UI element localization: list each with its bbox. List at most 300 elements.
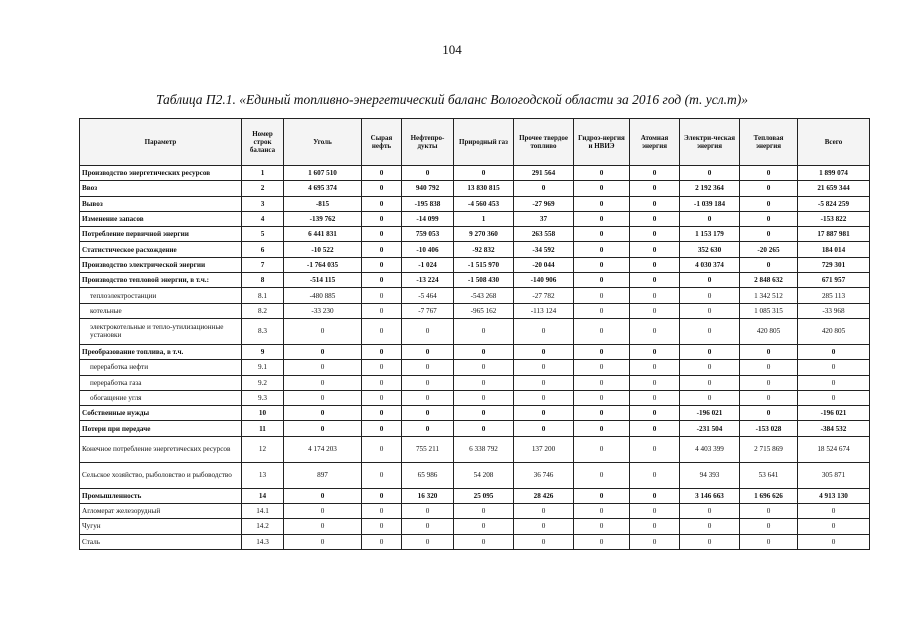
- table-cell: 0: [574, 242, 630, 257]
- row-number: 9.2: [242, 375, 284, 390]
- table-cell: 0: [454, 360, 514, 375]
- table-cell: 1 342 512: [740, 288, 798, 303]
- table-cell: 0: [740, 375, 798, 390]
- table-row: [80, 406, 870, 421]
- column-header: Прочее твердое топливо: [514, 119, 574, 166]
- table-cell: -1 764 035: [284, 257, 362, 272]
- table-cell: 263 558: [514, 227, 574, 242]
- column-header: Электри-ческая энергия: [680, 119, 740, 166]
- row-label: Сельское хозяйство, рыболовство и рыбоводство: [80, 462, 242, 488]
- table-cell: 0: [454, 504, 514, 519]
- table-cell: 291 564: [514, 166, 574, 181]
- row-label: Потребление первичной энергии: [80, 227, 242, 242]
- table-cell: 0: [680, 519, 740, 534]
- header-row: [80, 119, 870, 166]
- table-cell: 0: [630, 436, 680, 462]
- table-cell: 0: [402, 504, 454, 519]
- row-label: переработка нефти: [80, 360, 242, 375]
- table-cell: 9 270 360: [454, 227, 514, 242]
- table-cell: 0: [454, 344, 514, 359]
- table-cell: 671 957: [798, 273, 870, 288]
- table-cell: -480 885: [284, 288, 362, 303]
- row-number: 1: [242, 166, 284, 181]
- table-cell: 0: [402, 360, 454, 375]
- table-cell: 53 641: [740, 462, 798, 488]
- row-number: 12: [242, 436, 284, 462]
- table-cell: 0: [630, 196, 680, 211]
- table-cell: 0: [362, 375, 402, 390]
- table-cell: 0: [740, 166, 798, 181]
- table-cell: 729 301: [798, 257, 870, 272]
- table-cell: -815: [284, 196, 362, 211]
- table-cell: 0: [680, 390, 740, 405]
- table-cell: 0: [574, 534, 630, 549]
- table-cell: 0: [798, 360, 870, 375]
- table-cell: 0: [514, 406, 574, 421]
- table-cell: 0: [454, 318, 514, 344]
- table-cell: 0: [362, 421, 402, 436]
- table-cell: 28 426: [514, 488, 574, 503]
- row-number: 2: [242, 181, 284, 196]
- table-cell: 0: [362, 181, 402, 196]
- table-row: [80, 360, 870, 375]
- row-number: 9.3: [242, 390, 284, 405]
- table-cell: -153 028: [740, 421, 798, 436]
- table-cell: 940 792: [402, 181, 454, 196]
- table-row: [80, 436, 870, 462]
- table-cell: 0: [630, 488, 680, 503]
- table-cell: 0: [284, 360, 362, 375]
- table-cell: -7 767: [402, 303, 454, 318]
- table-cell: 0: [630, 181, 680, 196]
- energy-balance-table: [79, 118, 870, 550]
- table-cell: 0: [514, 181, 574, 196]
- page-number: 104: [442, 42, 462, 57]
- column-header: Уголь: [284, 119, 362, 166]
- row-number: 7: [242, 257, 284, 272]
- table-cell: 0: [362, 406, 402, 421]
- table-cell: 0: [798, 390, 870, 405]
- table-cell: 0: [402, 375, 454, 390]
- row-number: 5: [242, 227, 284, 242]
- table-cell: 0: [402, 390, 454, 405]
- table-row: [80, 242, 870, 257]
- table-cell: 1 696 626: [740, 488, 798, 503]
- table-cell: 0: [630, 318, 680, 344]
- table-cell: 0: [680, 318, 740, 344]
- table-cell: 0: [454, 406, 514, 421]
- table-cell: -196 021: [798, 406, 870, 421]
- table-cell: 0: [362, 436, 402, 462]
- table-cell: 352 630: [680, 242, 740, 257]
- table-cell: 0: [514, 504, 574, 519]
- table-cell: 65 986: [402, 462, 454, 488]
- table-cell: 4 695 374: [284, 181, 362, 196]
- table-row: [80, 211, 870, 226]
- table-cell: 755 211: [402, 436, 454, 462]
- table-row: [80, 488, 870, 503]
- row-number: 4: [242, 211, 284, 226]
- table-cell: 0: [630, 390, 680, 405]
- table-cell: 3 146 663: [680, 488, 740, 503]
- row-label: переработка газа: [80, 375, 242, 390]
- row-number: 6: [242, 242, 284, 257]
- table-cell: -33 968: [798, 303, 870, 318]
- table-cell: -92 832: [454, 242, 514, 257]
- row-number: 9.1: [242, 360, 284, 375]
- row-number: 14.1: [242, 504, 284, 519]
- table-cell: -33 230: [284, 303, 362, 318]
- table-cell: 0: [574, 462, 630, 488]
- row-label: Промышленность: [80, 488, 242, 503]
- row-label: теплоэлектростанции: [80, 288, 242, 303]
- table-cell: 0: [402, 344, 454, 359]
- table-cell: -231 504: [680, 421, 740, 436]
- table-row: [80, 166, 870, 181]
- table-cell: 0: [284, 519, 362, 534]
- table-cell: 0: [284, 344, 362, 359]
- table-cell: 0: [574, 211, 630, 226]
- table-cell: -10 522: [284, 242, 362, 257]
- row-label: Статистическое расхождение: [80, 242, 242, 257]
- table-cell: 0: [402, 519, 454, 534]
- table-row: [80, 196, 870, 211]
- table-cell: 0: [740, 196, 798, 211]
- table-cell: 0: [680, 211, 740, 226]
- table-cell: 0: [284, 375, 362, 390]
- table-cell: 0: [402, 166, 454, 181]
- row-number: 14: [242, 488, 284, 503]
- table-cell: 0: [362, 488, 402, 503]
- table-cell: 0: [574, 318, 630, 344]
- table-cell: 0: [362, 390, 402, 405]
- row-number: 13: [242, 462, 284, 488]
- column-header: Всего: [798, 119, 870, 166]
- table-cell: 0: [284, 406, 362, 421]
- table-cell: 25 095: [454, 488, 514, 503]
- table-cell: 0: [740, 519, 798, 534]
- table-cell: 0: [362, 360, 402, 375]
- table-row: [80, 288, 870, 303]
- table-row: [80, 390, 870, 405]
- table-cell: 0: [680, 288, 740, 303]
- table-cell: 0: [514, 519, 574, 534]
- table-cell: 0: [740, 257, 798, 272]
- row-label: Потери при передаче: [80, 421, 242, 436]
- row-label: котельные: [80, 303, 242, 318]
- column-header: Природный газ: [454, 119, 514, 166]
- table-cell: 17 887 981: [798, 227, 870, 242]
- table-cell: 0: [514, 421, 574, 436]
- table-cell: 0: [630, 534, 680, 549]
- table-cell: 0: [680, 504, 740, 519]
- table-cell: -1 515 970: [454, 257, 514, 272]
- table-cell: 0: [362, 288, 402, 303]
- table-cell: 0: [574, 406, 630, 421]
- row-number: 3: [242, 196, 284, 211]
- table-cell: -140 906: [514, 273, 574, 288]
- table-cell: 0: [740, 534, 798, 549]
- row-label: обогащение угля: [80, 390, 242, 405]
- row-number: 10: [242, 406, 284, 421]
- table-cell: 6 338 792: [454, 436, 514, 462]
- table-cell: 0: [574, 421, 630, 436]
- table-cell: -543 268: [454, 288, 514, 303]
- column-header: Номер строк баланса: [242, 119, 284, 166]
- row-number: 9: [242, 344, 284, 359]
- table-cell: 0: [798, 519, 870, 534]
- column-header: Атомная энергия: [630, 119, 680, 166]
- table-cell: 0: [630, 344, 680, 359]
- table-cell: 0: [740, 390, 798, 405]
- table-cell: 0: [740, 360, 798, 375]
- table-cell: 0: [284, 318, 362, 344]
- table-cell: 0: [514, 390, 574, 405]
- table-cell: -514 115: [284, 273, 362, 288]
- table-row: [80, 504, 870, 519]
- table-cell: 0: [362, 504, 402, 519]
- table-cell: 0: [574, 166, 630, 181]
- table-cell: 4 174 203: [284, 436, 362, 462]
- table-cell: 0: [680, 534, 740, 549]
- table-cell: 0: [574, 436, 630, 462]
- table-cell: 0: [362, 196, 402, 211]
- table-cell: 0: [454, 390, 514, 405]
- table-cell: 0: [514, 534, 574, 549]
- table-cell: 4 913 130: [798, 488, 870, 503]
- table-cell: 0: [454, 534, 514, 549]
- table-row: [80, 519, 870, 534]
- table-cell: -196 021: [680, 406, 740, 421]
- table-cell: 0: [362, 318, 402, 344]
- table-cell: 0: [514, 318, 574, 344]
- table-cell: 0: [630, 303, 680, 318]
- table-cell: 0: [630, 227, 680, 242]
- table-row: [80, 462, 870, 488]
- table-cell: 0: [362, 273, 402, 288]
- table-cell: 1 607 510: [284, 166, 362, 181]
- table-cell: 0: [574, 303, 630, 318]
- table-cell: 0: [574, 488, 630, 503]
- table-cell: 184 014: [798, 242, 870, 257]
- table-row: [80, 303, 870, 318]
- table-cell: 0: [362, 257, 402, 272]
- table-cell: 0: [514, 344, 574, 359]
- table-cell: 897: [284, 462, 362, 488]
- table-cell: -195 838: [402, 196, 454, 211]
- table-cell: 0: [574, 227, 630, 242]
- row-label: Чугун: [80, 519, 242, 534]
- table-cell: 0: [284, 390, 362, 405]
- table-cell: 285 113: [798, 288, 870, 303]
- table-cell: 0: [680, 166, 740, 181]
- table-cell: 0: [680, 303, 740, 318]
- table-body: [80, 166, 870, 550]
- table-cell: 0: [362, 303, 402, 318]
- table-cell: 0: [362, 519, 402, 534]
- column-header: Гидроэ-нергия и НВИЭ: [574, 119, 630, 166]
- row-number: 8.2: [242, 303, 284, 318]
- table-cell: 0: [630, 211, 680, 226]
- table-cell: 0: [454, 421, 514, 436]
- table-cell: 2 192 364: [680, 181, 740, 196]
- table-cell: 0: [284, 504, 362, 519]
- row-label: Сталь: [80, 534, 242, 549]
- table-cell: 54 208: [454, 462, 514, 488]
- table-cell: 0: [362, 211, 402, 226]
- table-cell: 0: [630, 242, 680, 257]
- table-cell: -113 124: [514, 303, 574, 318]
- table-cell: 94 393: [680, 462, 740, 488]
- table-cell: 0: [284, 421, 362, 436]
- column-header: Нефтепро-дукты: [402, 119, 454, 166]
- table-cell: 36 746: [514, 462, 574, 488]
- table-cell: -10 406: [402, 242, 454, 257]
- table-cell: 4 403 399: [680, 436, 740, 462]
- table-cell: 1: [454, 211, 514, 226]
- row-label: Производство энергетических ресурсов: [80, 166, 242, 181]
- table-cell: 0: [454, 375, 514, 390]
- table-row: [80, 318, 870, 344]
- table-cell: 0: [454, 519, 514, 534]
- table-cell: 0: [680, 360, 740, 375]
- table-cell: 0: [362, 242, 402, 257]
- table-cell: -1 024: [402, 257, 454, 272]
- table-cell: 0: [514, 360, 574, 375]
- table-row: [80, 375, 870, 390]
- table-cell: 0: [362, 344, 402, 359]
- table-row: [80, 273, 870, 288]
- table-cell: 0: [574, 504, 630, 519]
- row-label: Ввоз: [80, 181, 242, 196]
- row-number: 8.3: [242, 318, 284, 344]
- table-cell: 0: [630, 519, 680, 534]
- row-label: электрокотельные и тепло-утилизационные установки: [80, 318, 242, 344]
- row-label: Изменение запасов: [80, 211, 242, 226]
- table-cell: 0: [630, 406, 680, 421]
- table-cell: 21 659 344: [798, 181, 870, 196]
- table-row: [80, 344, 870, 359]
- table-cell: 0: [680, 344, 740, 359]
- table-cell: -5 464: [402, 288, 454, 303]
- table-cell: 0: [740, 406, 798, 421]
- table-row: [80, 534, 870, 549]
- table-cell: 0: [574, 519, 630, 534]
- table-cell: 0: [630, 462, 680, 488]
- table-cell: 0: [680, 375, 740, 390]
- row-label: Собственные нужды: [80, 406, 242, 421]
- table-cell: -1 508 430: [454, 273, 514, 288]
- table-cell: 0: [630, 421, 680, 436]
- table-cell: -20 265: [740, 242, 798, 257]
- table-cell: 0: [798, 504, 870, 519]
- table-cell: 0: [630, 375, 680, 390]
- column-header: Параметр: [80, 119, 242, 166]
- table-cell: -5 824 259: [798, 196, 870, 211]
- column-header: Тепловая энергия: [740, 119, 798, 166]
- table-cell: 0: [514, 375, 574, 390]
- table-cell: 1 899 074: [798, 166, 870, 181]
- row-label: Агломерат железорудный: [80, 504, 242, 519]
- table-cell: 0: [362, 462, 402, 488]
- table-cell: 0: [402, 318, 454, 344]
- table-cell: 0: [630, 288, 680, 303]
- table-cell: 0: [284, 534, 362, 549]
- table-cell: 0: [798, 375, 870, 390]
- row-number: 8.1: [242, 288, 284, 303]
- table-cell: 0: [402, 421, 454, 436]
- table-row: [80, 181, 870, 196]
- table-cell: 0: [574, 257, 630, 272]
- row-label: Производство электрической энергии: [80, 257, 242, 272]
- table-cell: 0: [574, 375, 630, 390]
- table-cell: -4 560 453: [454, 196, 514, 211]
- table-cell: 420 805: [740, 318, 798, 344]
- table-cell: -965 162: [454, 303, 514, 318]
- table-cell: 0: [402, 406, 454, 421]
- table-cell: 18 524 674: [798, 436, 870, 462]
- table-cell: 1 085 315: [740, 303, 798, 318]
- table-cell: 0: [740, 181, 798, 196]
- table-cell: 0: [362, 166, 402, 181]
- table-cell: 0: [574, 344, 630, 359]
- table-cell: 0: [574, 360, 630, 375]
- row-label: Преобразование топлива, в т.ч.: [80, 344, 242, 359]
- table-row: [80, 257, 870, 272]
- table-cell: 37: [514, 211, 574, 226]
- table-cell: 4 030 374: [680, 257, 740, 272]
- table-cell: 0: [740, 211, 798, 226]
- table-cell: 0: [630, 360, 680, 375]
- table-cell: 0: [740, 344, 798, 359]
- table-cell: 0: [798, 344, 870, 359]
- table-cell: 0: [574, 390, 630, 405]
- table-cell: 759 053: [402, 227, 454, 242]
- table-cell: 0: [284, 488, 362, 503]
- table-cell: -1 039 184: [680, 196, 740, 211]
- table-cell: -384 532: [798, 421, 870, 436]
- table-cell: -153 822: [798, 211, 870, 226]
- table-cell: -139 762: [284, 211, 362, 226]
- table-cell: 0: [630, 166, 680, 181]
- column-header: Сырая нефть: [362, 119, 402, 166]
- table-cell: 0: [402, 534, 454, 549]
- row-number: 14.3: [242, 534, 284, 549]
- table-row: [80, 227, 870, 242]
- row-label: Производство тепловой энергии, в т.ч.:: [80, 273, 242, 288]
- table-cell: 0: [574, 273, 630, 288]
- table-cell: 2 715 869: [740, 436, 798, 462]
- table-cell: 6 441 831: [284, 227, 362, 242]
- table-cell: 0: [362, 534, 402, 549]
- table-cell: -27 969: [514, 196, 574, 211]
- table-cell: 305 871: [798, 462, 870, 488]
- table-cell: 0: [630, 257, 680, 272]
- table-cell: 13 830 815: [454, 181, 514, 196]
- table-cell: 0: [574, 181, 630, 196]
- table-cell: 2 848 632: [740, 273, 798, 288]
- table-cell: -14 099: [402, 211, 454, 226]
- table-cell: 0: [630, 504, 680, 519]
- table-cell: -13 224: [402, 273, 454, 288]
- table-cell: 0: [362, 227, 402, 242]
- table-caption: Таблица П2.1. «Единый топливно-энергетический баланс Вологодской области за 2016 год (т. усл.т)»: [155, 92, 749, 107]
- table-cell: 16 320: [402, 488, 454, 503]
- table-cell: -27 782: [514, 288, 574, 303]
- table-cell: 0: [740, 504, 798, 519]
- table-cell: 0: [574, 196, 630, 211]
- row-label: Конечное потребление энергетических ресурсов: [80, 436, 242, 462]
